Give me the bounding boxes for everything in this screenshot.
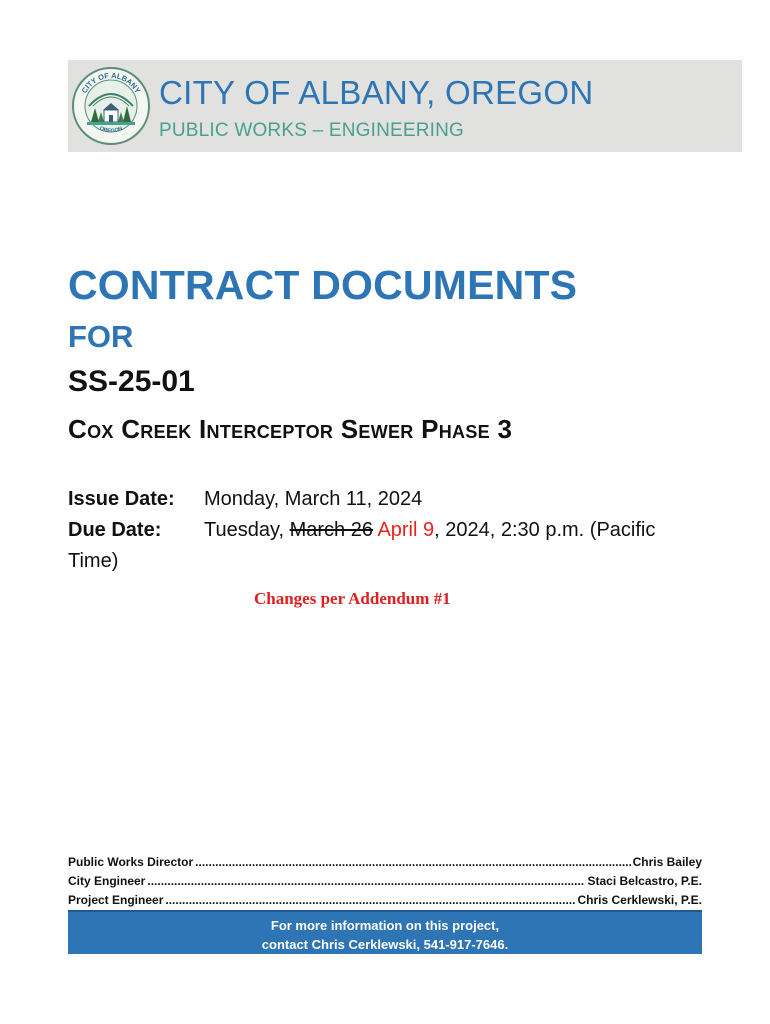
staff-row — [68, 891, 702, 910]
document-for-label: FOR — [68, 319, 134, 354]
contact-info-line-2: contact Chris Cerklewski, 541-917-7646. — [261, 937, 509, 952]
issue-date-value: Monday, March 11, 2024 — [204, 488, 423, 510]
document-title: CONTRACT DOCUMENTS — [68, 262, 578, 308]
staff-role: City Engineer — [68, 874, 146, 888]
date-block — [68, 484, 718, 577]
contact-info-box — [68, 910, 702, 954]
contact-info-line-1: For more information on this project, — [270, 918, 500, 933]
staff-name: Chris Bailey — [632, 855, 702, 869]
project-number: SS-25-01 — [68, 365, 195, 398]
department-name: PUBLIC WORKS – ENGINEERING — [159, 120, 465, 141]
city-name: CITY OF ALBANY, OREGON — [159, 74, 594, 111]
staff-list — [68, 853, 702, 910]
addendum-note: Changes per Addendum #1 — [254, 589, 451, 608]
letterhead-band — [68, 60, 742, 152]
issue-date-label: Issue Date: — [68, 488, 175, 510]
seal-top-text: CITY OF ALBANY — [79, 70, 143, 95]
due-date-continued: Time) — [68, 550, 119, 572]
due-date-revised: April 9 — [377, 519, 435, 541]
staff-row — [68, 853, 702, 872]
seal-bottom-text: OREGON — [98, 125, 124, 135]
project-name: Cox Creek Interceptor Sewer Phase 3 — [68, 414, 513, 444]
due-date-label: Due Date: — [68, 519, 162, 541]
staff-name: Staci Belcastro, P.E. — [587, 874, 702, 888]
due-date-weekday: Tuesday, — [204, 519, 290, 541]
due-date-rest: , 2024, 2:30 p.m. (Pacific — [434, 519, 656, 541]
city-seal-icon — [71, 66, 151, 146]
leader-dots — [195, 853, 630, 872]
leader-dots — [147, 872, 585, 891]
issue-date-row — [68, 484, 718, 515]
leader-dots — [165, 891, 575, 910]
staff-row — [68, 872, 702, 891]
staff-role: Public Works Director — [68, 855, 194, 869]
due-date-row — [68, 515, 718, 546]
due-date-struck: March 26 — [289, 519, 373, 541]
staff-name: Chris Cerklewski, P.E. — [577, 893, 702, 907]
staff-role: Project Engineer — [68, 893, 164, 907]
